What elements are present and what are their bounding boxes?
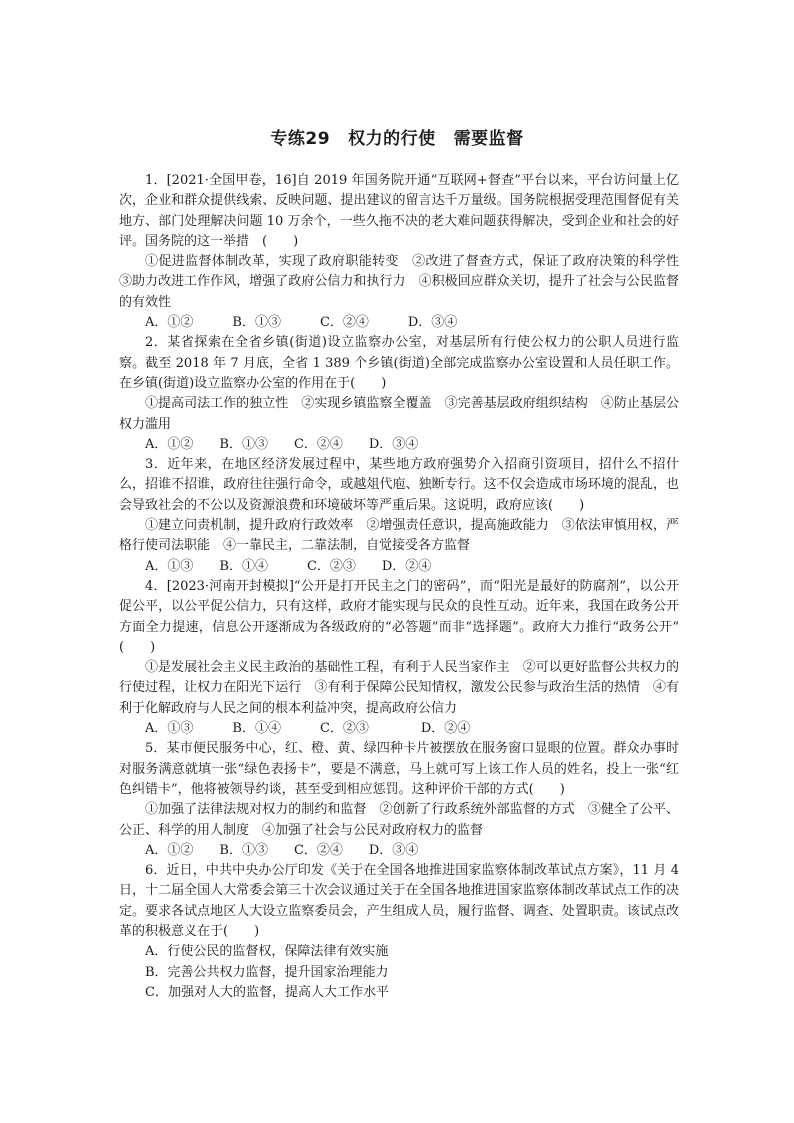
question-stem: 4．[2023·河南开封模拟]“公开是打开民主之门的密码”，而“阳光是最好的防腐剂”，以公开促公平，以公平促公信力，只有这样，政府才能实现与民众的良性互动。近年来，我国在政务公开方面全力提速，信息公开逐渐成为各级政府的“必答题”而非“选择题”。政府大力推行“政务公开” ( ) [119,578,706,655]
question-options: A．①③ B．①④ C．②③ D．②④ [145,721,471,737]
title-part1: 权力的行使 [348,129,436,149]
question-stem: 1．[2021·全国甲卷，16]自 2019 年国务院开通“互联网+督查”平台以来，平台访问量上亿次，企业和群众提供线索、反映问题、提出建议的留言达千万量级。国务院根据受理范围督促有关地方、部门处理解决问题 10 万余个，一些久拖不决的老大难问题获得解决，受到企业和社会的好评。国务院的这一举措 ( ) [119,173,679,249]
question-5 [119,739,679,861]
question-options: A．①② B．①③ C．②④ D．③④ [145,842,419,858]
question-stem: 6．近日，中共中央办公厅印发《关于在全国各地推进国家监察体制改革试点方案》，11 月 4 日，十二届全国人大常委会第三十次会议通过关于在全国各地推进国家监察体制改革试点工作的决定。要求各试点地区人大设立监察委员会，产生组成人员，履行监督、调查、处置职责。该试点改革的积极意义在于( ) [119,863,679,939]
title-prefix: 专练29 [270,129,331,149]
page-title [0,124,794,149]
question-1 [119,171,693,333]
question-options: A．①② B．①③ C．②④ D．③④ [145,315,458,331]
question-4 [119,577,706,739]
question-3 [119,455,679,577]
question-statements: ①建立问责机制，提升政府行政效率 ②增强责任意识，提高施政能力 ③依法审慎用权，严格行使司法职能 ④一靠民主，二靠法制，自觉接受各方监督 [119,518,679,554]
question-stem: 3．近年来，在地区经济发展过程中，某些地方政府强势介入招商引资项目，招什么不招什么，招谁不招谁，政府往往强行命令，或越俎代庖、独断专行。这不仅会造成市场环境的混乱，也会导致社会的不公以及资源浪费和环境破坏等严重后果。这说明，政府应该( ) [119,457,679,513]
question-statements: ①加强了法律法规对权力的制约和监督 ②创新了行政系统外部监督的方式 ③健全了公平、公正、科学的用人制度 ④加强了社会与公民对政府权力的监督 [119,802,679,838]
question-statements: ①促进监督体制改革，实现了政府职能转变 ②改进了督查方式，保证了政府决策的科学性 ③助力改进工作作风，增强了政府公信力和执行力 ④积极回应群众关切，提升了社会与公民监督的有效性 [119,254,693,310]
question-statements: ①提高司法工作的独立性 ②实现乡镇监察全覆盖 ③完善基层政府组织结构 ④防止基层公权力滥用 [119,396,679,432]
question-stem: 2．某省探索在全省乡镇(街道)设立监察办公室，对基层所有行使公权力的公职人员进行监察。截至 2018 年 7 月底，全省 1 389 个乡镇(街道)全部完成监察办公室设置和人员任职工作。在乡镇(街道)设立监察办公室的作用在于( ) [119,335,679,391]
question-stem: 5．某市便民服务中心，红、橙、黄、绿四种卡片被摆放在服务窗口显眼的位置。群众办事时对服务满意就填一张“绿色表扬卡”，要是不满意，马上就可写上该工作人员的姓名，投上一张“红色纠错卡”，他将被领导约谈，甚至受到相应惩罚。这种评价干部的方式( ) [119,741,679,797]
question-statements: ①是发展社会主义民主政治的基础性工程，有利于人民当家作主 ②可以更好监督公共权力的行使过程，让权力在阳光下运行 ③有利于保障公民知情权，激发公民参与政治生活的热情 ④有利于化解政府与人民之间的根本利益冲突，提高政府公信力 [119,660,679,716]
question-2 [119,333,679,455]
title-part2: 需要监督 [453,129,524,149]
option-b: B．完善公共权力监督，提升国家治理能力 [145,964,389,980]
question-6 [119,861,679,1003]
question-list [119,171,706,1003]
question-options: A．①② B．①③ C．②④ D．③④ [145,436,419,452]
option-a: A．行使公民的监督权，保障法律有效实施 [145,944,389,960]
question-options: A．①③ B．①④ C．②③ D．②④ [145,558,432,574]
option-c: C．加强对人大的监督，提高人大工作水平 [145,984,389,1000]
